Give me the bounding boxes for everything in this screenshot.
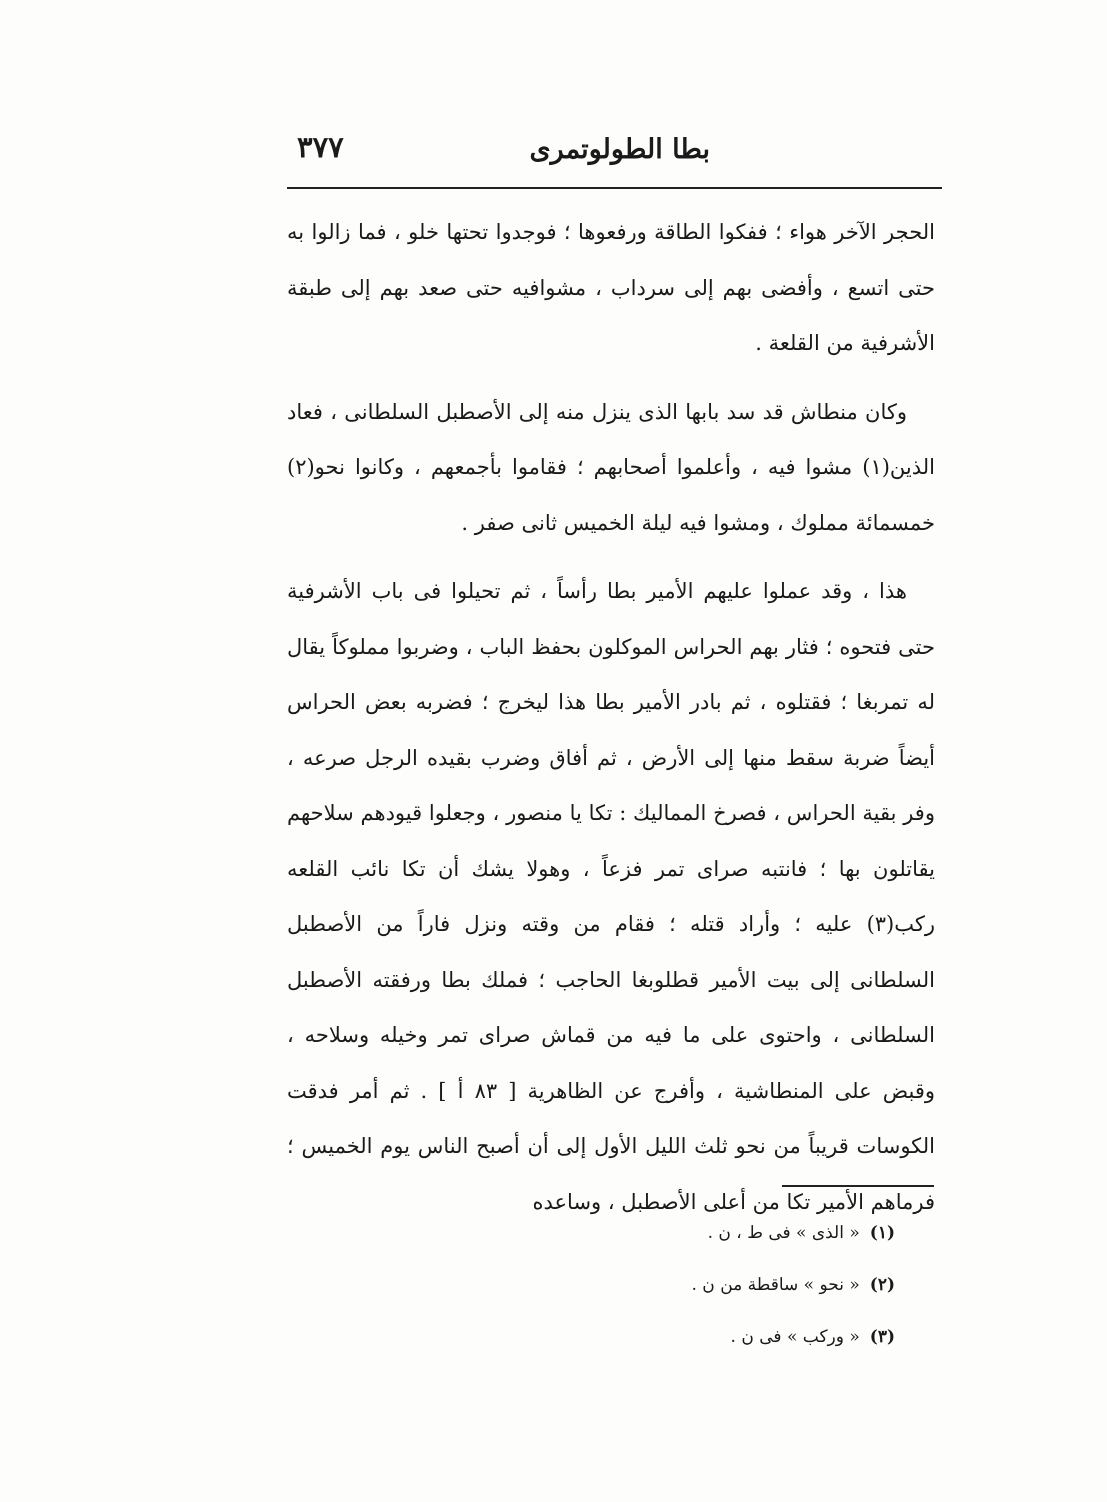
- footnote-2: [600, 1259, 895, 1311]
- footnote-text: « الذى » فى ط ، ن .: [707, 1223, 860, 1243]
- footnote-number: (٢): [869, 1275, 895, 1295]
- paragraph-3: هذا ، وقد عملوا عليهم الأمير بطا رأساً ، ثم تحيلوا فى باب الأشرفية حتى فتحوه ؛ فثار بهم الحراس الموكلون بحفظ الباب ، وضربوا مملوكاً يقال له تمربغا ؛ فقتلوه ، ثم بادر الأمير بطا هذا ليخرج ؛ فضربه بعض الحراس أيضاً ضربة سقط منها إلى الأرض ، ثم أفاق وضرب بقيده الرجل صرعه ، وفر بقية الحراس ، فصرخ المماليك : تكا يا منصور ، وجعلوا قيودهم سلاحهم يقاتلون بها ؛ فانتبه صراى تمر فزعاً ، وهولا يشك أن تكا نائب القلعه ركب(٣) عليه ؛ وأراد قتله ؛ فقام من وقته ونزل فاراً من الأصطبل السلطانى إلى بيت الأمير قطلوبغا الحاجب ؛ فملك بطا ورفقته الأصطبل السلطانى ، واحتوى على ما فيه من قماش صراى تمر وخيله وسلاحه ، وقبض على المنطاشية ، وأفرج عن الظاهرية [ ٨٣ أ ] . ثم أمر فدقت الكوسات قريباً من نحو ثلث الليل الأول إلى أن أصبح الناس يوم الخميس ؛ فرماهم الأمير تكا من أعلى الأصطبل ، وساعده: [287, 579, 935, 1214]
- footnote-3: [600, 1311, 895, 1363]
- footnote-1: [600, 1207, 895, 1259]
- footnote-text: « وركب » فى ن .: [730, 1327, 860, 1347]
- header-rule: [287, 187, 942, 189]
- paragraph-2: وكان منطاش قد سد بابها الذى ينزل منه إلى الأصطبل السلطانى ، فعاد الذين(١) مشوا فيه ، وأعلموا أصحابهم ؛ فقاموا بأجمعهم ، وكانوا نحو(٢) خمسمائة مملوك ، ومشوا فيه ليلة الخميس ثانى صفر .: [287, 399, 935, 535]
- footnotes: [600, 1207, 895, 1363]
- main-text: [287, 205, 935, 1243]
- page-header: [285, 128, 940, 178]
- footnote-text: « نحو » ساقطة من ن .: [691, 1275, 860, 1295]
- footnote-number: (٣): [869, 1327, 895, 1347]
- footnote-rule: [782, 1185, 934, 1187]
- page-number: ٣٧٧: [297, 130, 344, 164]
- running-title: بطا الطولوتمرى: [529, 134, 710, 165]
- paragraph-1: الحجر الآخر هواء ؛ ففكوا الطاقة ورفعوها ؛ فوجدوا تحتها خلو ، فما زالوا به حتى اتسع ، وأفضى بهم إلى سرداب ، مشوافيه حتى صعد بهم إلى طبقة الأشرفية من القلعة .: [287, 220, 935, 355]
- footnote-number: (١): [869, 1223, 895, 1243]
